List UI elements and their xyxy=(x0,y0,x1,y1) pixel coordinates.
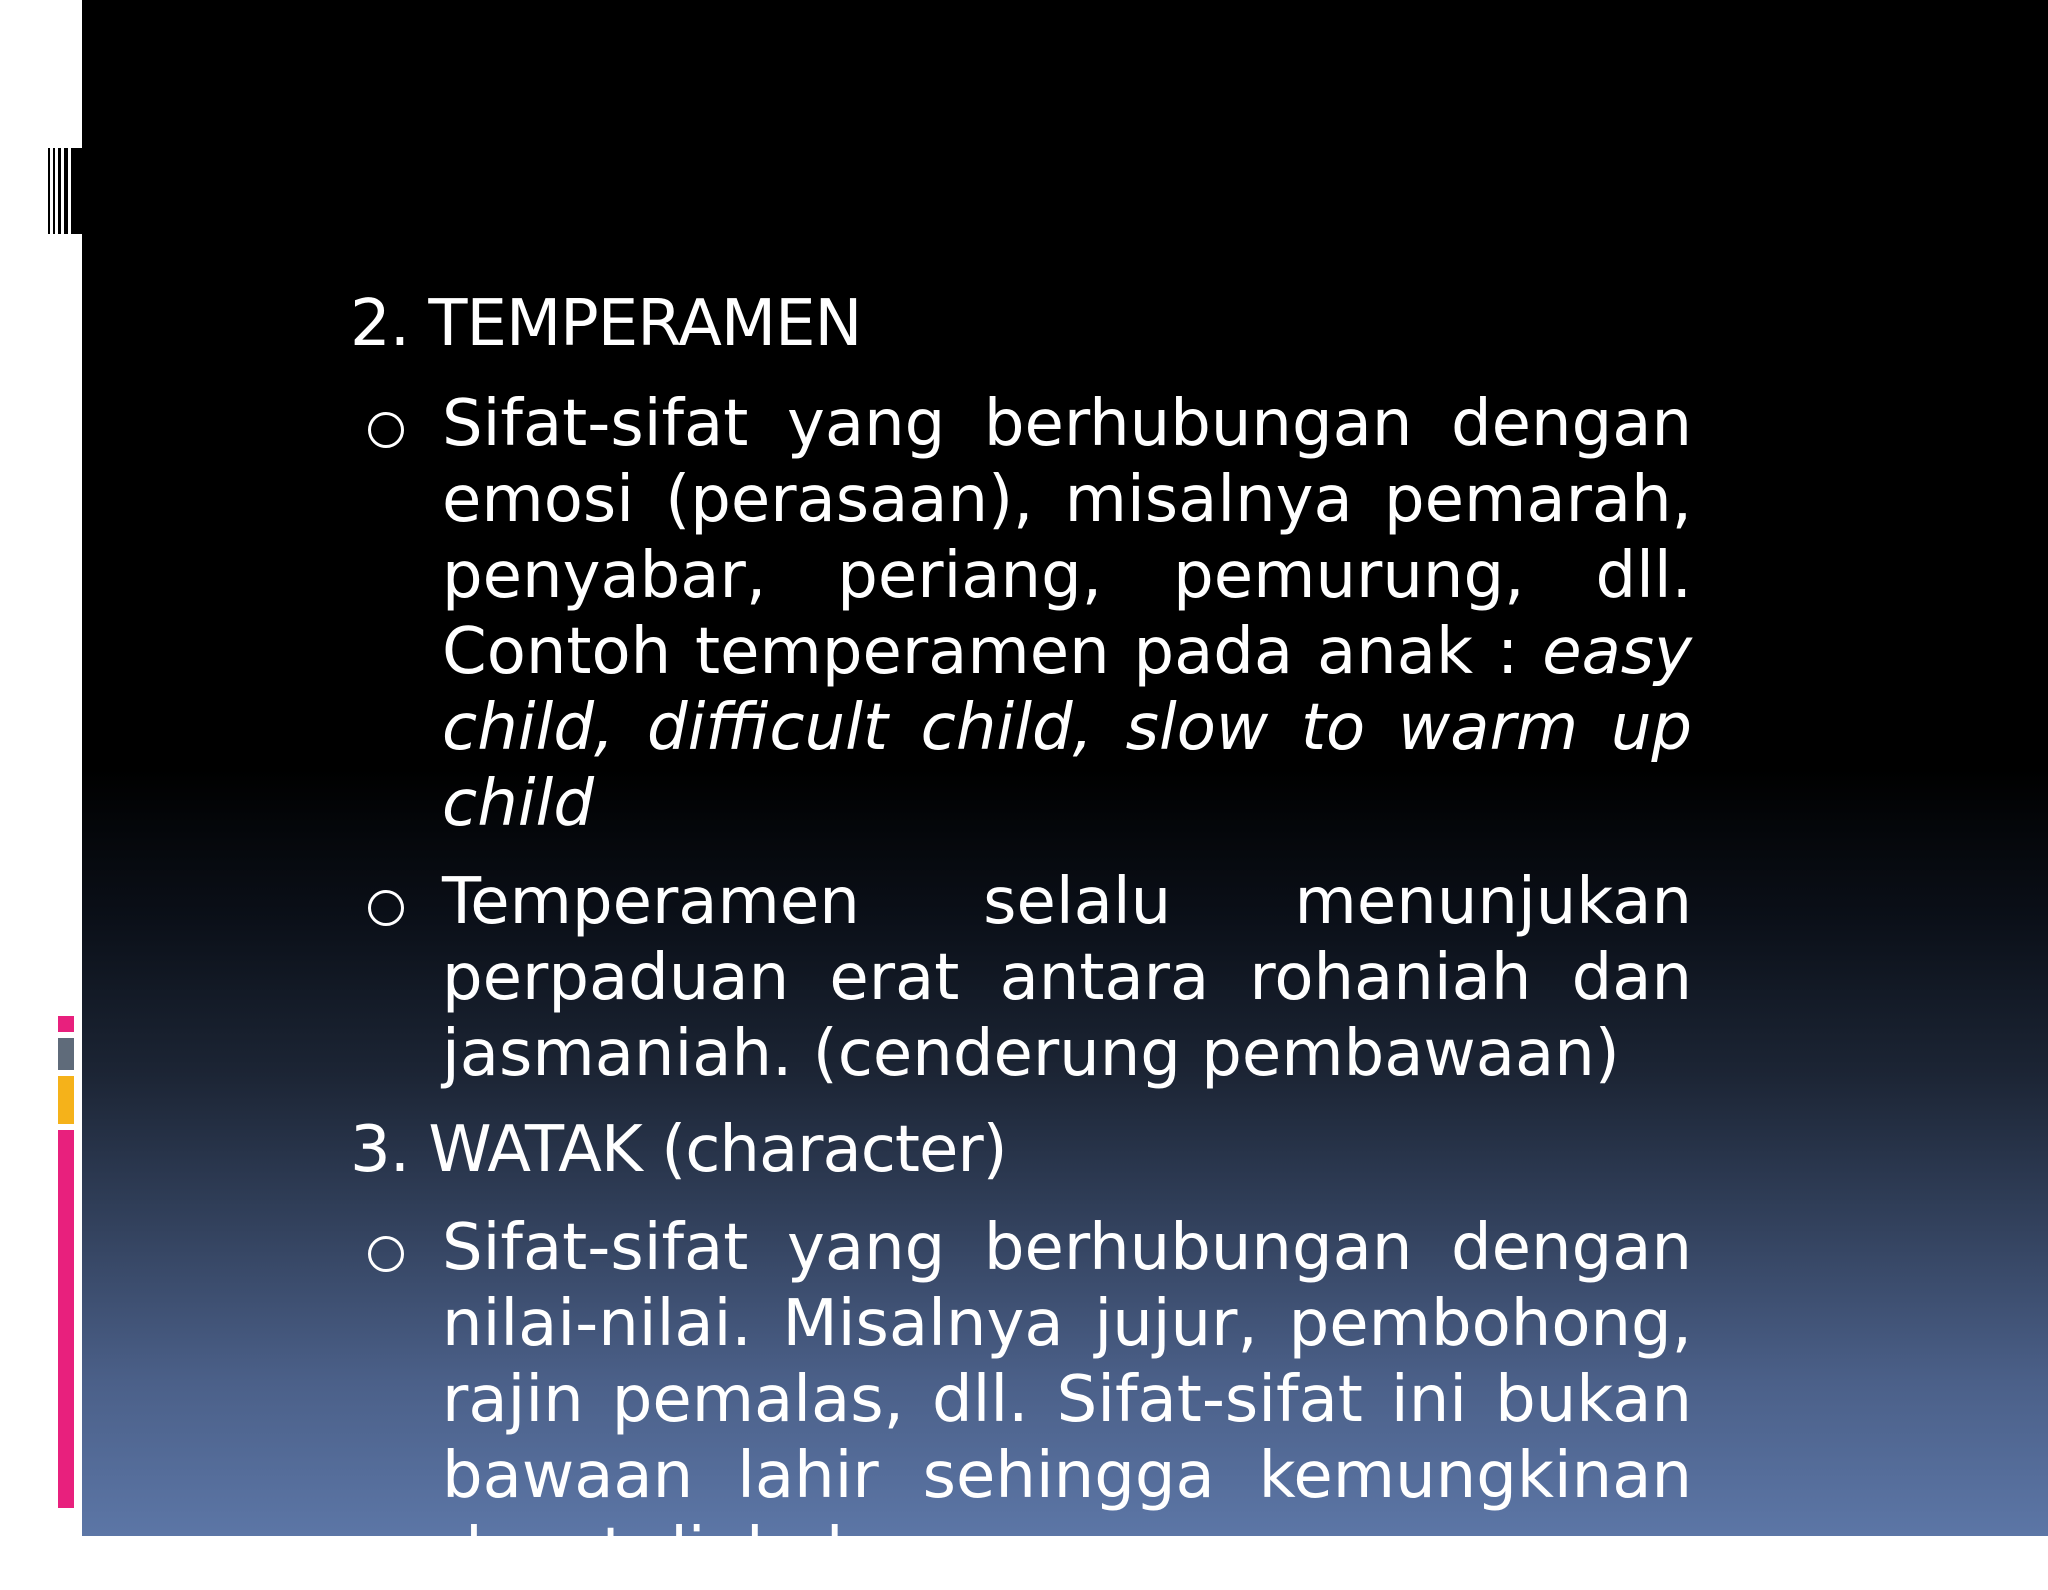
section-heading-watak: 3. WATAK (character) xyxy=(350,1113,1007,1187)
section-heading-temperamen: 2. TEMPERAMEN xyxy=(350,287,862,361)
bullet-text-temperamen-2: Temperamen selalu menunjukan perpaduan erat antara rohaniah dan jasmaniah. (cenderung pembawaan) xyxy=(442,865,1692,1091)
bullet-text-italic: easy child, difficult child, slow to warm up child xyxy=(442,615,1692,841)
bullet-text-watak-1: Sifat-sifat yang berhubungan dengan nilai-nilai. Misalnya jujur, pembohong, rajin pemalas, dll. Sifat-sifat ini bukan bawaan lahir sehingga kemungkinan dapat diubah xyxy=(442,1211,1692,1589)
bullet-circle-icon xyxy=(368,1236,404,1272)
bullet-circle-icon xyxy=(368,412,404,448)
bullet-text-temperamen-1 xyxy=(442,386,1692,842)
bullet-circle-icon xyxy=(368,890,404,926)
bullet-text-normal: Sifat-sifat yang berhubungan dengan emosi (perasaan), misalnya pemarah, penyabar, periang, pemurung, dll. Contoh temperamen pada anak : xyxy=(442,387,1692,689)
